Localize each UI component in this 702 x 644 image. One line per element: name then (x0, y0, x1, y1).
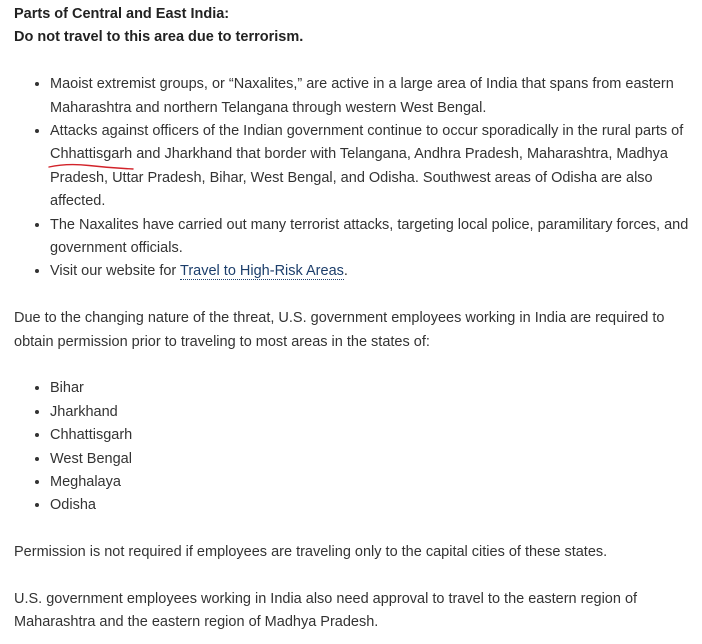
permission-paragraph: Due to the changing nature of the threat, U.S. government employees working in India are required to obtain permission prior to traveling to most areas in the states of: (14, 310, 665, 350)
bullet-terrorist-attacks (50, 214, 694, 261)
capital-cities-paragraph: Permission is not required if employees are traveling only to the capital cities of these states. (14, 544, 608, 561)
spacer (14, 284, 694, 307)
spacer (14, 354, 694, 377)
spacer (14, 50, 694, 73)
state-item: • Bihar (50, 377, 694, 400)
states-list (14, 377, 694, 517)
bullet-naxalites-active (50, 73, 694, 120)
bullet-prefix: Visit our website for (50, 263, 181, 280)
section-title: Parts of Central and East India: (14, 6, 230, 22)
threat-bullet-list (14, 73, 694, 284)
spacer (14, 565, 694, 588)
state-item: • Odisha (50, 494, 694, 517)
bullet-text: The Naxalites have carried out many terrorist attacks, targeting local police, paramilitary forces, and government officials. (50, 216, 689, 257)
high-risk-areas-link[interactable]: Travel to High-Risk Areas (180, 263, 344, 280)
advisory-content (14, 3, 694, 635)
bullet-text-end: and Jharkhand that border with Telangana, Andhra Pradesh, Maharashtra, Madhya Pradesh, Uttar Pradesh, Bihar, West Bengal, and Odisha. Southwest areas of Odisha are also affected. (50, 146, 668, 210)
advisory-warning: Do not travel to this area due to terrorism. (14, 29, 304, 46)
bullet-attacks-officers (50, 120, 694, 214)
approval-paragraph: U.S. government employees working in India also need approval to travel to the eastern region of Maharashtra and the eastern region of Madhya Pradesh. (14, 591, 638, 631)
underlined-word (50, 143, 132, 166)
bullet-text-start: Attacks against officers of the Indian government continue to occur sporadically in the rural parts of (50, 123, 684, 140)
state-item: • Jharkhand (50, 401, 694, 424)
bullet-suffix: . (343, 263, 348, 280)
bullet-text: Maoist extremist groups, or “Naxalites,” are active in a large area of India that spans from eastern Maharashtra and northern Telangana through western West Bengal. (50, 76, 674, 116)
bullet-visit-website (50, 260, 694, 283)
underlined-word-text: Chhattisgarh (50, 146, 133, 163)
state-item: • West Bengal (50, 448, 694, 471)
state-item: • Meghalaya (50, 471, 694, 494)
state-item: • Chhattisgarh (50, 424, 694, 447)
spacer (14, 518, 694, 541)
